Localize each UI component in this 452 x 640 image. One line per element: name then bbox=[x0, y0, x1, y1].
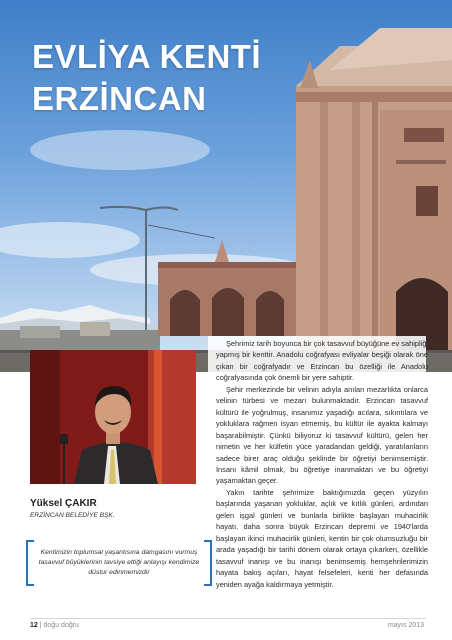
author-portrait-photo bbox=[30, 350, 196, 484]
article-title-line-1: EVLİYA KENTİ bbox=[32, 38, 262, 75]
magazine-name: doğu doğru bbox=[43, 622, 79, 629]
footer-divider bbox=[30, 618, 426, 619]
pull-quote-text: Kentimizin toplumsal yaşantısına damgasını vurmuş tasavvuf büyüklerinin tavsiye ettiği anlayışı kendimize düstur edinmemizdir bbox=[38, 549, 200, 576]
article-title bbox=[32, 36, 261, 120]
left-bracket-icon bbox=[26, 540, 34, 586]
author-title: ERZİNCAN BELEDİYE BŞK. bbox=[30, 512, 115, 519]
right-bracket-icon bbox=[204, 540, 212, 586]
page-number: 12 bbox=[30, 622, 38, 629]
article-body bbox=[216, 338, 428, 590]
footer-left bbox=[30, 622, 79, 629]
pull-quote bbox=[26, 540, 212, 584]
footer-separator: | bbox=[39, 622, 42, 629]
article-title-line-2: ERZİNCAN bbox=[32, 80, 207, 117]
body-paragraph-2: Şehir merkezinde bir velinin adıyla anılan mezarlıkta onlarca velinin türbesi ve mezarı bulunmaktadır. Erzincan tasavvuf kültürü ile yoğrulmuş, insanımız yaşadığı acılara, sıkıntılara ve yokluklara rağmen isyan etmemiş, bu kültür ile ayakta kalmayı başarabilmiştir. Çünkü biliyoruz ki tasavvuf kültürü, gelen her nimetin ve her külfetin yüce yaradandan geldiği, yaratılanların sadece birer araç olduğu şeklinde bir öğretiyi benimsemiştir. İnsanı kâmil olmak, bu öğretiye inanmaktan ve bu öğretiyi yaşamaktan geçer. bbox=[216, 384, 428, 486]
body-paragraph-3: Yakın tarihte şehrimize baktığımızda geçen yüzyılın başlarında yaşanan yokluklar, açlık ve kıtlık günleri, ardından gelen işgal günleri ve bunlarla birlikte başlayan muhacirlik hayatı, daha sonra büyük Erzincan depremi ve 1940'larda başlayan ikinci muhacirlik günleri, kentin bir çok olumsuzluğu bir arada yaşadığı bir tarihi dönem olarak ortaya çıkarken, özellikle tasavvuf inanışı ve bu inanışı benimsemiş hemşehrilerimizin hayata bakış açıları, hayat felsefeleri, kenti her defasında yeniden ayağa kaldırmaya yetmiştir. bbox=[216, 487, 428, 589]
author-name: Yüksel ÇAKIR bbox=[30, 498, 97, 509]
issue-date: mayıs 2013 bbox=[387, 622, 424, 629]
body-paragraph-1: Şehrimiz tarih boyunca bir çok tasavvuf büyüğüne ev sahipliği yapmış bir kenttir. Anadolu coğrafyası evliyalar beşiği olarak öne çıkan bir coğrafyadır ve Erzincan bu özelliği ile Anadolu coğrafyasında çok önemli bir yere sahiptir. bbox=[216, 339, 428, 383]
